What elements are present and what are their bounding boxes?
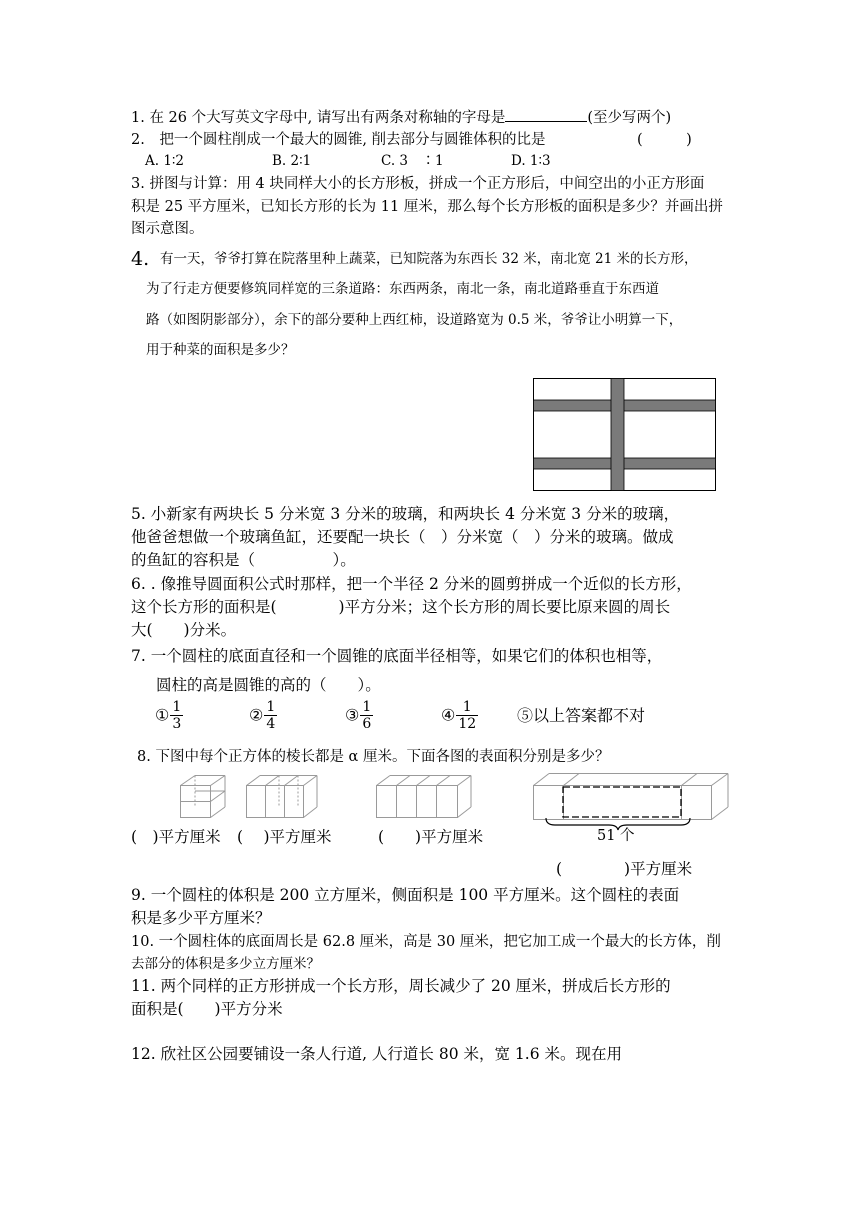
q11-line-1: 11. 两个同样的正方形拼成一个长方形，周长减少了 20 厘米，拼成后长方形的 — [131, 977, 671, 995]
q12-line-1: 12. 欣社区公园要铺设一条人行道, 人行道长 80 米，宽 1.6 米。现在用 — [131, 1045, 623, 1063]
q4-line-4: 用于种菜的面积是多少？ — [146, 342, 295, 358]
cubes-figure-two — [180, 775, 226, 819]
q9-line-2: 积是多少平方厘米？ — [131, 909, 271, 927]
q5-line-3: 的鱼缸的容积是（ ）。 — [131, 551, 356, 569]
q7-option-3-fraction: $\frac{1}{6}$ — [362, 699, 372, 733]
q1-suffix: (至少写两个) — [587, 110, 672, 126]
q1-text: 1. 在 26 个大写英文字母中, 请写出有两条对称轴的字母是 — [131, 110, 506, 126]
cubes-figure-long-row — [533, 773, 729, 823]
garden-road-diagram — [533, 378, 716, 491]
q9-line-1: 9. 一个圆柱的体积是 200 立方厘米，侧面积是 100 平方厘米。这个圆柱的表面 — [131, 886, 680, 904]
q4-line-1: 有一天，爷爷打算在院落里种上蔬菜，已知院落为东西长 32 米，南北宽 21 米的长方形， — [160, 251, 698, 267]
q4-line-3: 路（如图阴影部分），余下的部分要种上西红柿，设道路宽为 0.5 米，爷爷让小明算一下， — [146, 312, 683, 328]
q3-line-1: 3. 拼图与计算：用 4 块同样大小的长方形板，拼成一个正方形后，中间空出的小正方形面 — [131, 176, 705, 192]
q7-option-1-mark: ① — [155, 705, 170, 725]
q5-line-2: 他爸爸想做一个玻璃鱼缸，还要配一块长（ ）分米宽（ ）分米的玻璃。做成 — [131, 528, 674, 546]
q10-line-2: 去部分的体积是多少立方厘米？ — [131, 956, 320, 972]
q7-option-2[interactable] — [249, 699, 277, 732]
east-west-road-bottom — [534, 458, 716, 469]
q7-option-3[interactable] — [345, 699, 373, 732]
cubes-count-label: 51 个 — [597, 828, 635, 844]
q7-option-4-mark: ④ — [441, 705, 456, 725]
q11-line-2: 面积是( )平方分米 — [131, 1000, 283, 1018]
garden-outline — [534, 379, 716, 491]
q5-line-1: 5. 小新家有两块长 5 分米宽 3 分米的玻璃，和两块长 4 分米宽 3 分米的玻璃， — [131, 505, 680, 523]
q2-answer-paren[interactable]: ( ) — [637, 132, 692, 148]
q2-option-b: B. 2∶1 — [272, 153, 312, 169]
q8-stem: 8. 下图中每个正方体的棱长都是 α 厘米。下面各图的表面积分别是多少？ — [137, 749, 610, 765]
q7-option-1-fraction: $\frac{1}{3}$ — [172, 699, 182, 733]
cubes-dashed-group — [563, 787, 681, 817]
q8-answer-4[interactable]: ( )平方厘米 — [556, 860, 693, 878]
cubes-figure-three — [246, 775, 318, 819]
q7-option-4[interactable] — [441, 699, 478, 732]
q7-option-2-fraction: $\frac{1}{4}$ — [266, 699, 276, 733]
east-west-road-top — [534, 400, 716, 411]
q4-number: 4. — [131, 248, 150, 270]
q6-line-3: 大( )分米。 — [131, 621, 237, 639]
q7-line-1: 7. 一个圆柱的底面直径和一个圆锥的底面半径相等，如果它们的体积也相等， — [131, 647, 663, 665]
q1-line — [131, 109, 671, 126]
q2-option-a: A. 1∶2 — [145, 153, 185, 169]
q7-line-2: 圆柱的高是圆锥的高的（ ）。 — [156, 676, 381, 694]
q10-line-1: 10. 一个圆柱体的底面周长是 62.8 厘米，高是 30 厘米，把它加工成一个最大的长方体，削 — [131, 934, 721, 950]
q6-line-1: 6. . 像推导圆面积公式时那样，把一个半径 2 分米的圆剪拼成一个近似的长方形， — [131, 575, 692, 593]
q2-option-d: D. 1∶3 — [511, 153, 551, 169]
q3-line-2: 积是 25 平方厘米，已知长方形的长为 11 厘米，那么每个长方形板的面积是多少？并画出拼 — [131, 199, 723, 215]
north-south-road — [611, 379, 624, 491]
q7-option-2-mark: ② — [249, 705, 264, 725]
q1-answer-blank[interactable] — [505, 109, 587, 122]
cubes-figure-four — [376, 775, 472, 819]
q6-line-2: 这个长方形的面积是( )平方分米；这个长方形的周长要比原来圆的周长 — [131, 598, 671, 616]
q8-answer-1[interactable]: ( )平方厘米 — [131, 828, 221, 846]
q7-option-3-mark: ③ — [345, 705, 360, 725]
q7-option-4-fraction: $\frac{1}{12}$ — [458, 699, 477, 733]
q7-option-1[interactable] — [155, 699, 183, 732]
q3-line-3: 图示意图。 — [131, 221, 204, 237]
q8-answer-2[interactable]: ( )平方厘米 — [237, 828, 332, 846]
q2-option-c: C. 3 ∶1 — [381, 153, 444, 169]
q2-stem: 2. 把一个圆柱削成一个最大的圆锥, 削去部分与圆锥体积的比是 — [131, 132, 546, 148]
q4-line-2: 为了行走方便要修筑同样宽的三条道路：东西两条，南北一条，南北道路垂直于东西道 — [146, 281, 659, 297]
q8-answer-3[interactable]: ( )平方厘米 — [378, 828, 484, 846]
q7-option-5[interactable]: ⑤以上答案都不对 — [517, 706, 646, 725]
